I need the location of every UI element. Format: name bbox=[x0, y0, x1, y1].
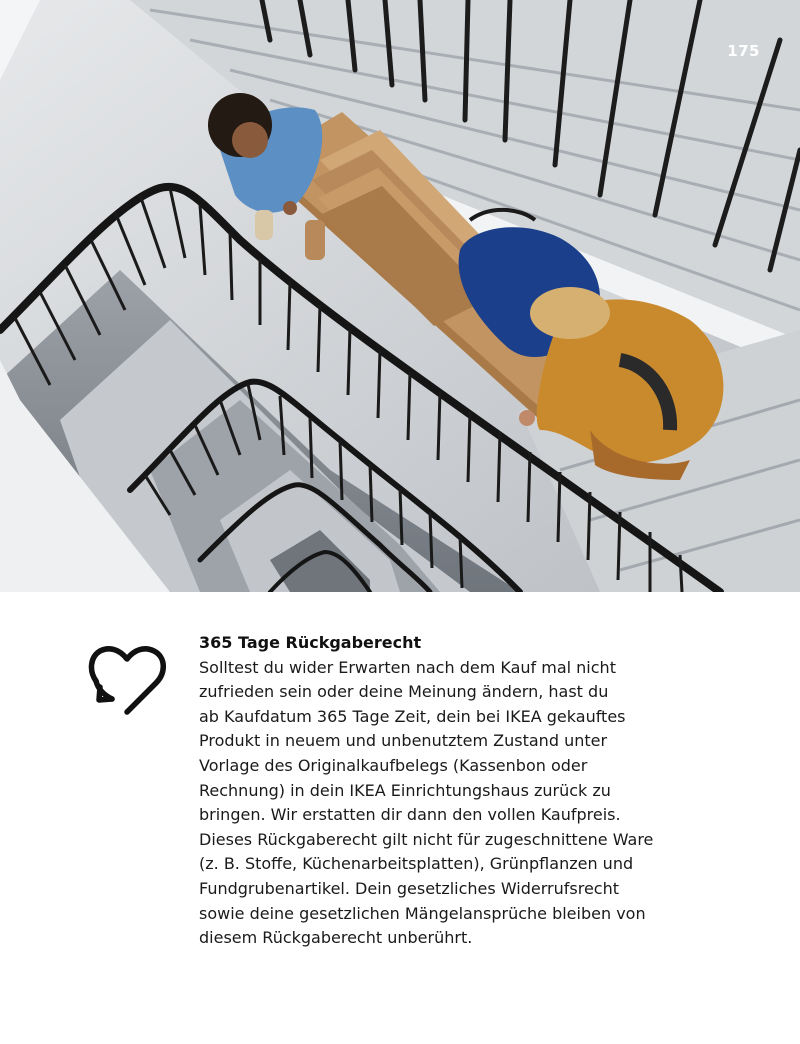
return-policy-body: Solltest du wider Erwarten nach dem Kauf mal nicht zufrieden sein oder deine Meinung ändern, hast du ab Kaufdatum 365 Tage Zeit, dein bei IKEA gekauftes Produkt in neuem und unbenutztem Zustand unter Vorlage des Originalkaufbelegs (Kassenbon oder Rechnung) in dein IKEA Einrichtungshaus zurück zu bringen. Wir erstatten dir dann den vollen Kaufpreis. Dieses Rückgaberecht gilt nicht für zugeschnittene Ware (z. B. Stoffe, Küchenarbeitsplatten), Grünpflanzen und Fundgrubenartikel. Dein gesetzliches Widerrufsrecht sowie deine gesetzlichen Mängelansprüche bleiben von diesem Rückgaberecht unberührt. bbox=[199, 657, 654, 948]
return-policy-section bbox=[199, 631, 659, 951]
page-number: 175 bbox=[727, 42, 760, 60]
return-policy-heading: 365 Tage Rückgaberecht bbox=[199, 633, 422, 652]
heart-return-arrow-icon bbox=[88, 645, 166, 717]
